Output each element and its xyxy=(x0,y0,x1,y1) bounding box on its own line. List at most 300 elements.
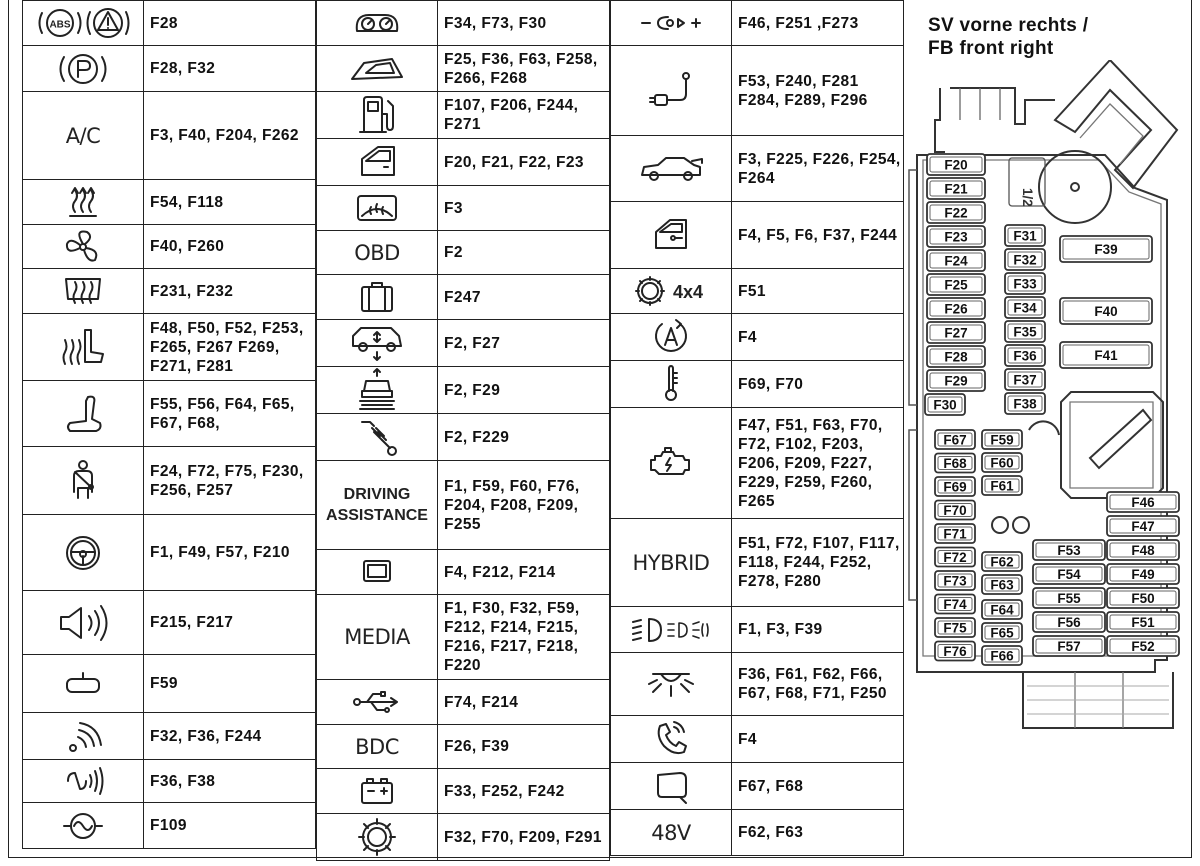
ac-text: A/C xyxy=(65,123,101,148)
row-icon-cell xyxy=(317,680,438,725)
row-icon-cell xyxy=(23,760,144,803)
instrument-cluster-icon xyxy=(317,3,437,43)
row-icon-cell xyxy=(317,367,438,414)
fuse-list: F4 xyxy=(732,716,904,763)
fuse-label: F73 xyxy=(943,573,967,589)
fuse-label: F53 xyxy=(1057,543,1081,558)
fuse-list: F34, F73, F30 xyxy=(438,1,610,46)
fuse-table-row xyxy=(611,716,904,763)
fuse-label: F21 xyxy=(944,181,968,197)
fuse-slot xyxy=(982,623,1022,642)
fuse-list: F54, F118 xyxy=(144,180,316,225)
row-icon-cell xyxy=(317,186,438,231)
fuse-list: F55, F56, F64, F65, F67, F68, xyxy=(144,381,316,447)
fuse-label: F35 xyxy=(1013,324,1037,340)
fuse-list: F28 xyxy=(144,1,316,46)
fuse-label: F57 xyxy=(1057,639,1081,654)
front-defrost-icon xyxy=(317,188,437,228)
fuse-label: F39 xyxy=(1094,242,1118,257)
fuse-label: F22 xyxy=(944,205,968,221)
fuse-list: F36, F38 xyxy=(144,760,316,803)
driving-assistance-line-2: ASSISTANCE xyxy=(326,507,428,524)
fuse-table-row xyxy=(317,550,610,595)
row-icon-cell xyxy=(23,314,144,381)
interior-light-icon xyxy=(611,664,731,704)
fuse-list: F20, F21, F22, F23 xyxy=(438,139,610,186)
fuse-list: F4, F212, F214 xyxy=(438,550,610,595)
fuse-list: F36, F61, F62, F66, F67, F68, F71, F250 xyxy=(732,653,904,716)
row-icon-cell xyxy=(611,1,732,46)
engine-icon xyxy=(611,440,731,486)
fuse-table-row xyxy=(317,814,610,861)
fuse-slot xyxy=(1033,540,1105,560)
fuse-table-row xyxy=(317,275,610,320)
seat-heating-icon xyxy=(23,324,143,370)
bdc-text: BDC xyxy=(355,734,399,759)
row-icon-cell xyxy=(611,810,732,856)
fuse-slot xyxy=(1107,492,1179,512)
fuse-list: F3, F225, F226, F254, F264 xyxy=(732,136,904,202)
4x4-text: 4x4 xyxy=(672,282,704,302)
phone-icon xyxy=(611,716,731,762)
fuse-table-row xyxy=(611,361,904,408)
fuse-table-row xyxy=(23,713,316,760)
fuse-label: F30 xyxy=(933,397,957,413)
row-icon-cell xyxy=(317,1,438,46)
title-line-2: FB front right xyxy=(928,38,1054,59)
fuse-label: F31 xyxy=(1013,228,1037,244)
fuse-slot xyxy=(927,346,985,367)
fuse-list: F32, F36, F244 xyxy=(144,713,316,760)
fuse-table-row xyxy=(317,414,610,461)
fuse-list: F53, F240, F281 F284, F289, F296 xyxy=(732,46,904,136)
fuse-slot xyxy=(925,394,965,415)
row-icon-cell xyxy=(317,320,438,367)
fuse-list: F48, F50, F52, F253, F265, F267 F269, F271, F281 xyxy=(144,314,316,381)
fuse-label: F23 xyxy=(944,229,968,245)
fuse-label: F68 xyxy=(943,456,967,471)
fuse-label: F33 xyxy=(1013,276,1037,292)
fuse-label: F70 xyxy=(943,503,967,518)
fuse-list: F2, F27 xyxy=(438,320,610,367)
fuse-table-row xyxy=(611,607,904,653)
windshield-heat-icon xyxy=(23,182,143,222)
fuse-label: F28 xyxy=(944,349,968,365)
fuse-table-row xyxy=(611,202,904,269)
fuse-list: F2, F29 xyxy=(438,367,610,414)
row-icon-cell xyxy=(317,275,438,320)
door-icon xyxy=(611,212,731,258)
row-icon-cell xyxy=(23,447,144,515)
fuse-slot xyxy=(1107,564,1179,584)
row-icon-cell xyxy=(611,716,732,763)
fuse-label: F50 xyxy=(1131,591,1155,606)
fuse-table-row xyxy=(317,231,610,275)
fuse-label: F36 xyxy=(1013,348,1037,364)
fuse-slot xyxy=(935,595,975,614)
rear-view-mirror-icon xyxy=(23,669,143,699)
fuse-table-row xyxy=(317,461,610,550)
fuse-table-column-3 xyxy=(610,0,904,856)
fuse-table-row xyxy=(23,655,316,713)
steering-wheel-icon xyxy=(23,530,143,576)
row-icon-cell xyxy=(23,92,144,180)
row-icon-cell xyxy=(611,46,732,136)
rear-spoiler-car-icon xyxy=(611,149,731,189)
fuse-table-row xyxy=(611,269,904,314)
fuse-label: F34 xyxy=(1013,300,1037,316)
abs-brake-warning-icon xyxy=(23,3,143,43)
auto-start-stop-icon xyxy=(611,314,731,360)
fuse-slot xyxy=(1005,321,1045,342)
fuse-table-row xyxy=(23,591,316,655)
fuse-list: F2 xyxy=(438,231,610,275)
fuse-slot xyxy=(982,453,1022,472)
fuse-slot xyxy=(935,524,975,543)
row-icon-cell xyxy=(317,414,438,461)
title-line-1: SV vorne rechts / xyxy=(928,15,1089,36)
fuse-list: F28, F32 xyxy=(144,46,316,92)
fuse-label: F72 xyxy=(943,550,967,565)
fuse-table xyxy=(316,0,610,861)
fuse-table-row xyxy=(317,320,610,367)
fuse-list: F247 xyxy=(438,275,610,320)
fuse-box-diagram xyxy=(905,60,1195,740)
car-lift-icon xyxy=(317,367,437,413)
fuse-slot xyxy=(935,642,975,661)
seat-icon xyxy=(23,391,143,437)
fuse-slot xyxy=(935,477,975,496)
fuse-slot xyxy=(935,430,975,449)
fuse-slot xyxy=(1033,612,1105,632)
fuse-list: F62, F63 xyxy=(732,810,904,856)
row-icon-cell xyxy=(317,550,438,595)
trunk-bag-icon xyxy=(317,277,437,317)
row-icon-cell xyxy=(611,408,732,519)
fuse-table-row xyxy=(23,515,316,591)
parking-brake-icon xyxy=(23,49,143,89)
fuse-table-column-2 xyxy=(316,0,610,861)
fuse-slot xyxy=(982,476,1022,495)
fuse-label: F74 xyxy=(943,597,967,612)
fusebox-plate-label: 1/2 xyxy=(1020,188,1035,207)
fuse-slot xyxy=(1107,612,1179,632)
fuse-table-row xyxy=(611,763,904,810)
fuse-list: F51, F72, F107, F117, F118, F244, F252, F278, F280 xyxy=(732,519,904,607)
fuse-slot xyxy=(982,552,1022,571)
fuse-list: F32, F70, F209, F291 xyxy=(438,814,610,861)
fuse-list: F74, F214 xyxy=(438,680,610,725)
fuse-label: F46 xyxy=(1131,495,1155,510)
row-icon-cell xyxy=(611,763,732,810)
fuse-table-row xyxy=(611,519,904,607)
hybrid-text: HYBRID xyxy=(632,550,710,575)
headlight-icon xyxy=(611,610,731,650)
relay-slot xyxy=(1060,236,1152,262)
fuse-list: F1, F3, F39 xyxy=(732,607,904,653)
fuse-table-column-1 xyxy=(22,0,316,849)
row-icon-cell xyxy=(23,225,144,269)
fuse-label: F48 xyxy=(1131,543,1155,558)
fuse-slot xyxy=(1033,588,1105,608)
fuse-table-row xyxy=(317,680,610,725)
fuse-label: F55 xyxy=(1057,591,1081,606)
fuse-label: F26 xyxy=(944,301,968,317)
48v-text: 48V xyxy=(651,820,691,845)
fuse-slot xyxy=(927,202,985,223)
row-icon-cell xyxy=(23,803,144,849)
row-icon-cell xyxy=(611,361,732,408)
fuse-table-row xyxy=(317,139,610,186)
fuse-list: F33, F252, F242 xyxy=(438,769,610,814)
fuse-list: F46, F251 ,F273 xyxy=(732,1,904,46)
row-icon-cell xyxy=(317,725,438,769)
fuse-table-row xyxy=(23,225,316,269)
fuse-table xyxy=(610,0,904,856)
fuse-table-row xyxy=(317,186,610,231)
fuse-slot xyxy=(1005,249,1045,270)
fuse-label: F24 xyxy=(944,253,968,269)
fuse-list: F67, F68 xyxy=(732,763,904,810)
fuse-label: F38 xyxy=(1013,396,1037,412)
fuse-table-row xyxy=(317,46,610,92)
fuse-list: F1, F49, F57, F210 xyxy=(144,515,316,591)
fuse-list: F26, F39 xyxy=(438,725,610,769)
relay-slot xyxy=(1060,342,1152,368)
fuse-slot xyxy=(1005,273,1045,294)
row-icon-cell xyxy=(611,269,732,314)
fuse-slot xyxy=(1107,636,1179,656)
fuse-slot xyxy=(927,154,985,175)
thermometer-icon xyxy=(611,361,731,407)
fuse-label: F63 xyxy=(990,577,1014,593)
fuse-list: F59 xyxy=(144,655,316,713)
fuse-label: F76 xyxy=(943,644,967,659)
fuse-table-row xyxy=(317,92,610,139)
fuse-list: F109 xyxy=(144,803,316,849)
4x4-icon xyxy=(611,271,731,311)
fuse-label: F47 xyxy=(1131,519,1155,534)
fuse-table-row xyxy=(317,595,610,680)
fuse-slot xyxy=(935,548,975,567)
row-icon-cell xyxy=(317,461,438,550)
fuse-label: F61 xyxy=(990,478,1014,494)
fuse-list: F1, F59, F60, F76, F204, F208, F209, F255 xyxy=(438,461,610,550)
rear-defrost-icon xyxy=(23,271,143,311)
fuse-label: F29 xyxy=(944,373,968,389)
fuse-slot xyxy=(1033,564,1105,584)
fuse-slot xyxy=(982,575,1022,594)
fuse-slot xyxy=(927,370,985,391)
fuse-slot xyxy=(935,618,975,637)
fuse-label: F59 xyxy=(990,432,1014,448)
towbar-icon xyxy=(611,8,731,38)
fuse-slot xyxy=(927,274,985,295)
row-icon-cell xyxy=(23,180,144,225)
fuse-list: F69, F70 xyxy=(732,361,904,408)
fuse-table-row xyxy=(611,46,904,136)
row-icon-cell xyxy=(611,202,732,269)
fuse-table-row xyxy=(23,92,316,180)
fuse-list: F47, F51, F63, F70, F72, F102, F203, F206, F209, F227, F229, F259, F260, F265 xyxy=(732,408,904,519)
fuse-list: F1, F30, F32, F59, F212, F214, F215, F216, F217, F218, F220 xyxy=(438,595,610,680)
fuse-label: F54 xyxy=(1057,567,1081,582)
nfc-icon xyxy=(23,761,143,801)
fuse-slot xyxy=(927,322,985,343)
fuse-label: F60 xyxy=(990,455,1014,471)
fuse-table-row xyxy=(23,447,316,515)
fuse-table-row xyxy=(23,1,316,46)
row-icon-cell xyxy=(611,653,732,716)
fuse-list: F215, F217 xyxy=(144,591,316,655)
fuse-label: F20 xyxy=(944,157,968,173)
fuse-label: F67 xyxy=(943,432,967,448)
fuse-slot xyxy=(935,501,975,520)
side-mirror-icon xyxy=(611,763,731,809)
fuse-list: F231, F232 xyxy=(144,269,316,314)
fuse-table-row xyxy=(23,314,316,381)
suv-height-icon xyxy=(317,320,437,366)
fuse-list: F2, F229 xyxy=(438,414,610,461)
window-icon xyxy=(317,139,437,185)
fuse-table-row xyxy=(23,269,316,314)
fuse-label: F37 xyxy=(1013,372,1037,388)
row-icon-cell xyxy=(611,314,732,361)
fan-icon xyxy=(23,227,143,267)
fuse-slot xyxy=(982,430,1022,449)
fuse-slot xyxy=(1107,588,1179,608)
fuel-pump-icon xyxy=(317,92,437,138)
obd-text: OBD xyxy=(354,240,400,265)
driving-assistance-text xyxy=(317,484,437,526)
fuse-table-row xyxy=(611,408,904,519)
row-icon-cell xyxy=(317,139,438,186)
fuse-table-row xyxy=(611,653,904,716)
fuse-slot xyxy=(935,454,975,473)
fuse-label: F64 xyxy=(990,602,1014,618)
row-icon-cell xyxy=(23,591,144,655)
battery-icon xyxy=(317,771,437,811)
charging-socket-icon xyxy=(611,68,731,114)
media-text: MEDIA xyxy=(344,625,410,649)
fuse-slot xyxy=(1033,636,1105,656)
fuse-table-row xyxy=(23,760,316,803)
fuse-slot xyxy=(1005,393,1045,414)
fuse-table-row xyxy=(317,769,610,814)
fuse-table-row xyxy=(23,381,316,447)
fuse-label: F49 xyxy=(1131,567,1155,582)
shock-absorber-icon xyxy=(317,414,437,460)
fuse-list: F51 xyxy=(732,269,904,314)
fuse-label: F71 xyxy=(943,526,967,542)
usb-icon xyxy=(317,682,437,722)
fuse-table-row xyxy=(23,803,316,849)
row-icon-cell xyxy=(23,46,144,92)
row-icon-cell xyxy=(23,269,144,314)
fuse-list: F4 xyxy=(732,314,904,361)
fuse-label: F41 xyxy=(1094,348,1118,363)
row-icon-cell xyxy=(317,231,438,275)
row-icon-cell xyxy=(611,607,732,653)
fuse-label: F52 xyxy=(1131,639,1155,654)
fuse-label: F69 xyxy=(943,479,967,495)
relay-slot xyxy=(1060,298,1152,324)
row-icon-cell xyxy=(23,655,144,713)
fuse-slot xyxy=(1107,516,1179,536)
driving-assistance-line-1: DRIVING xyxy=(343,486,411,503)
row-icon-cell xyxy=(317,814,438,861)
wireless-signal-icon xyxy=(23,713,143,759)
fuse-slot xyxy=(927,250,985,271)
fuse-table-row xyxy=(317,725,610,769)
fuse-list: F3, F40, F204, F262 xyxy=(144,92,316,180)
fuse-list: F4, F5, F6, F37, F244 xyxy=(732,202,904,269)
row-icon-cell xyxy=(23,381,144,447)
fuse-slot xyxy=(1005,225,1045,246)
fuse-table-row xyxy=(611,314,904,361)
svg-text:ABS: ABS xyxy=(49,19,71,31)
fuse-slot xyxy=(1005,345,1045,366)
row-icon-cell xyxy=(317,595,438,680)
fuse-slot xyxy=(982,646,1022,665)
sunroof-icon xyxy=(317,49,437,89)
fuse-label: F40 xyxy=(1094,304,1118,319)
fuse-list: F24, F72, F75, F230, F256, F257 xyxy=(144,447,316,515)
row-icon-cell xyxy=(23,515,144,591)
fuse-slot xyxy=(927,226,985,247)
fuse-slot xyxy=(1005,369,1045,390)
fuse-list: F40, F260 xyxy=(144,225,316,269)
fuse-table-row xyxy=(23,46,316,92)
fuse-table-row xyxy=(611,1,904,46)
fuse-slot xyxy=(1005,297,1045,318)
row-icon-cell xyxy=(317,46,438,92)
fuse-list: F3 xyxy=(438,186,610,231)
row-icon-cell xyxy=(317,769,438,814)
fuse-table-row xyxy=(611,810,904,856)
fuse-table-row xyxy=(317,1,610,46)
fuse-slot xyxy=(927,298,985,319)
fuse-label: F32 xyxy=(1013,252,1037,268)
fuse-label: F66 xyxy=(990,648,1014,664)
fuse-list: F107, F206, F244, F271 xyxy=(438,92,610,139)
fuse-slot xyxy=(927,178,985,199)
speaker-icon xyxy=(23,600,143,646)
fuse-table-row xyxy=(611,136,904,202)
row-icon-cell xyxy=(611,136,732,202)
fuse-table-row xyxy=(23,180,316,225)
fuse-table-row xyxy=(317,367,610,414)
row-icon-cell xyxy=(23,713,144,760)
fuse-list: F25, F36, F63, F258, F266, F268 xyxy=(438,46,610,92)
fuse-label: F25 xyxy=(944,277,968,293)
row-icon-cell xyxy=(611,519,732,607)
gear-icon xyxy=(317,814,437,860)
fuse-label: F75 xyxy=(943,620,967,636)
fuse-label: F51 xyxy=(1131,615,1155,630)
fuse-table xyxy=(22,0,316,849)
fuse-slot xyxy=(1107,540,1179,560)
fuse-slot xyxy=(935,571,975,590)
ac-current-icon xyxy=(23,806,143,846)
seatbelt-icon xyxy=(23,458,143,504)
fuse-slot xyxy=(982,600,1022,619)
fuse-label: F65 xyxy=(990,625,1014,641)
fuse-label: F62 xyxy=(990,554,1014,570)
fuse-label: F56 xyxy=(1057,615,1081,630)
fuse-label: F27 xyxy=(944,325,968,341)
row-icon-cell xyxy=(317,92,438,139)
